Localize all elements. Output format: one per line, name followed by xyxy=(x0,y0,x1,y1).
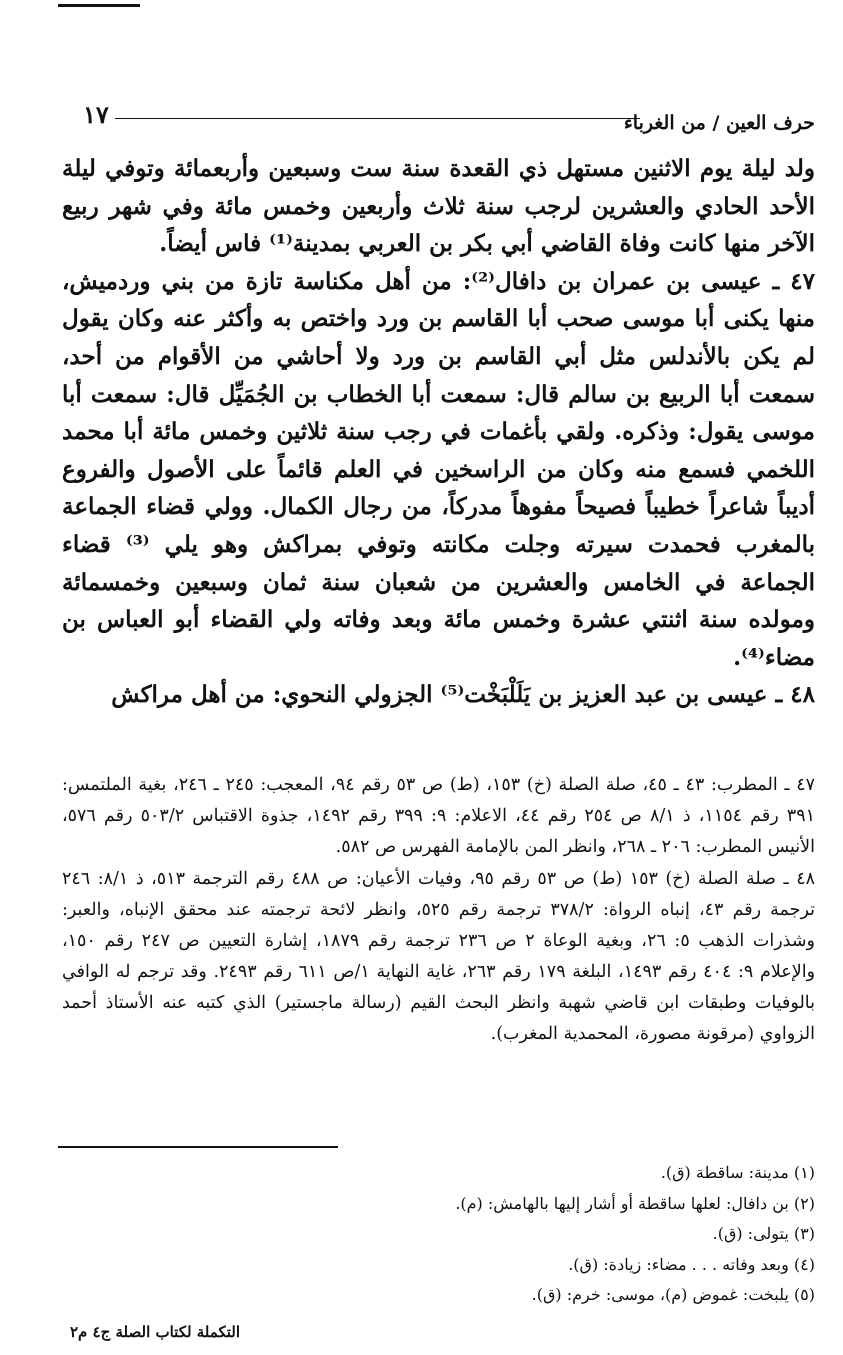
footnote-4: (٤) وبعد وفاته . . . مضاء: زيادة: (ق). xyxy=(568,1254,815,1274)
footnote-2: (٢) بن دافال: لعلها ساقطة أو أشار إليها بالهامش: (م). xyxy=(455,1193,815,1213)
main-text xyxy=(62,150,815,714)
footnote-1: (١) مدينة: ساقطة (ق). xyxy=(660,1163,815,1182)
footnotes xyxy=(330,1158,815,1311)
running-head: حرف العين / من الغرباء xyxy=(623,112,815,134)
footnote-rule xyxy=(58,1146,338,1148)
page-header xyxy=(75,100,815,142)
entry-47: ٤٧ ـ عيسى بن عمران بن دافال⁽²⁾: من أهل مكناسة تازة من بني وردميش، منها يكنى أبا موسى صحب أبا القاسم بن ورد واختص به وأكثر عنه وكان يقول لم يكن بالأندلس مثل أبي القاسم بن ورد ولا أحاشي من الأقوام من أحد، سمعت أبا الربيع بن سالم قال: سمعت أبا الخطاب بن الجُمَيِّل قال: سمعت أبا موسى يقول: وذكره. ولقي بأغمات في رجب سنة ثلاثين وخمس مائة أبا محمد اللخمي فسمع منه وكان من الراسخين في العلم قائماً على الأصول والفروع أديباً شاعراً خطيباً فصيحاً مفوهاً مدركاً، من رجال الكمال. وولي قضاء الجماعة بالمغرب فحمدت سيرته وجلت مكانته وتوفي بمراكش وهو يلي ⁽³⁾ قضاء الجماعة في الخامس والعشرين من شعبان سنة ثمان وسبعين وخمسمائة ومولده سنة اثنتي عشرة وخمس مائة وبعد وفاته ولي القضاء أبو العباس بن مضاء⁽⁴⁾. xyxy=(62,267,816,671)
page-number: ١٧ xyxy=(83,100,109,129)
source-notes xyxy=(62,770,815,1051)
top-rule xyxy=(58,4,140,7)
header-rule xyxy=(115,118,640,119)
note-48: ٤٨ ـ صلة الصلة (خ) ١٥٣ (ط) ص ٥٣ رقم ٩٥، وفيات الأعيان: ص ٤٨٨ رقم الترجمة ٥١٣، ذ ٨/١: ٢٤٦ ترجمة رقم ٤٣، إنباه الرواة: ٣٧٨/٢ ترجمة رقم ٥٢٥، وانظر لائحة ترجمته عند محقق الإنباه، والعبر: وشذرات الذهب ٥: ٢٦، وبغية الوعاة ٢ ص ٢٣٦ ترجمة رقم ١٨٧٩، إشارة التعيين ص ٢٤٧ رقم ١٥٠، والإعلام ٩: ٤٠٤ رقم ١٤٩٣، البلغة ١٧٩ رقم ٢٦٣، غاية النهاية ١/ص ٦١١ رقم ٢٤٩٣. وقد ترجم له الوافي بالوفيات وطبقات ابن قاضي شهبة وانظر البحث القيم (رسالة ماجستير) الذي كتبه عنه الأستاذ أحمد الزواوي (مرقونة مصورة، المحمدية المغرب). xyxy=(62,869,816,1044)
footnote-5: (٥) يلبخت: غموض (م)، موسى: خرم: (ق). xyxy=(531,1285,815,1304)
signature-mark: التكملة لكتاب الصلة ج٤ م٢ xyxy=(69,1323,240,1341)
paragraph-continued: ولد ليلة يوم الاثنين مستهل ذي القعدة سنة ست وسبعين وأربعمائة وتوفي ليلة الأحد الحادي والعشرين لرجب سنة ثلاث وأربعين وخمس مائة وفي شهر ربيع الآخر منها كانت وفاة القاضي أبي بكر بن العربي بمدينة⁽¹⁾ فاس أيضاً. xyxy=(62,155,815,258)
footnote-3: (٣) يتولى: (ق). xyxy=(712,1224,815,1243)
entry-48: ٤٨ ـ عيسى بن عبد العزيز بن يَلَلْبَخْت⁽⁵⁾ الجزولي النحوي: من أهل مراكش xyxy=(111,681,815,709)
note-47: ٤٧ ـ المطرب: ٤٣ ـ ٤٥، صلة الصلة (خ) ١٥٣، (ط) ص ٥٣ رقم ٩٤، المعجب: ٢٤٥ ـ ٢٤٦، بغية الملتمس: ٣٩١ رقم ١١٥٤، ذ ٨/١ ص ٢٥٤ رقم ٤٤، الاعلام: ٩: ٣٩٩ رقم ١٤٩٢، جذوة الاقتباس ٥٠٣/٢ رقم ٥٧٦، الأنيس المطرب: ٢٠٦ ـ ٢٦٨، وانظر المن بالإمامة الفهرس ص ٥٨٢. xyxy=(62,775,815,857)
